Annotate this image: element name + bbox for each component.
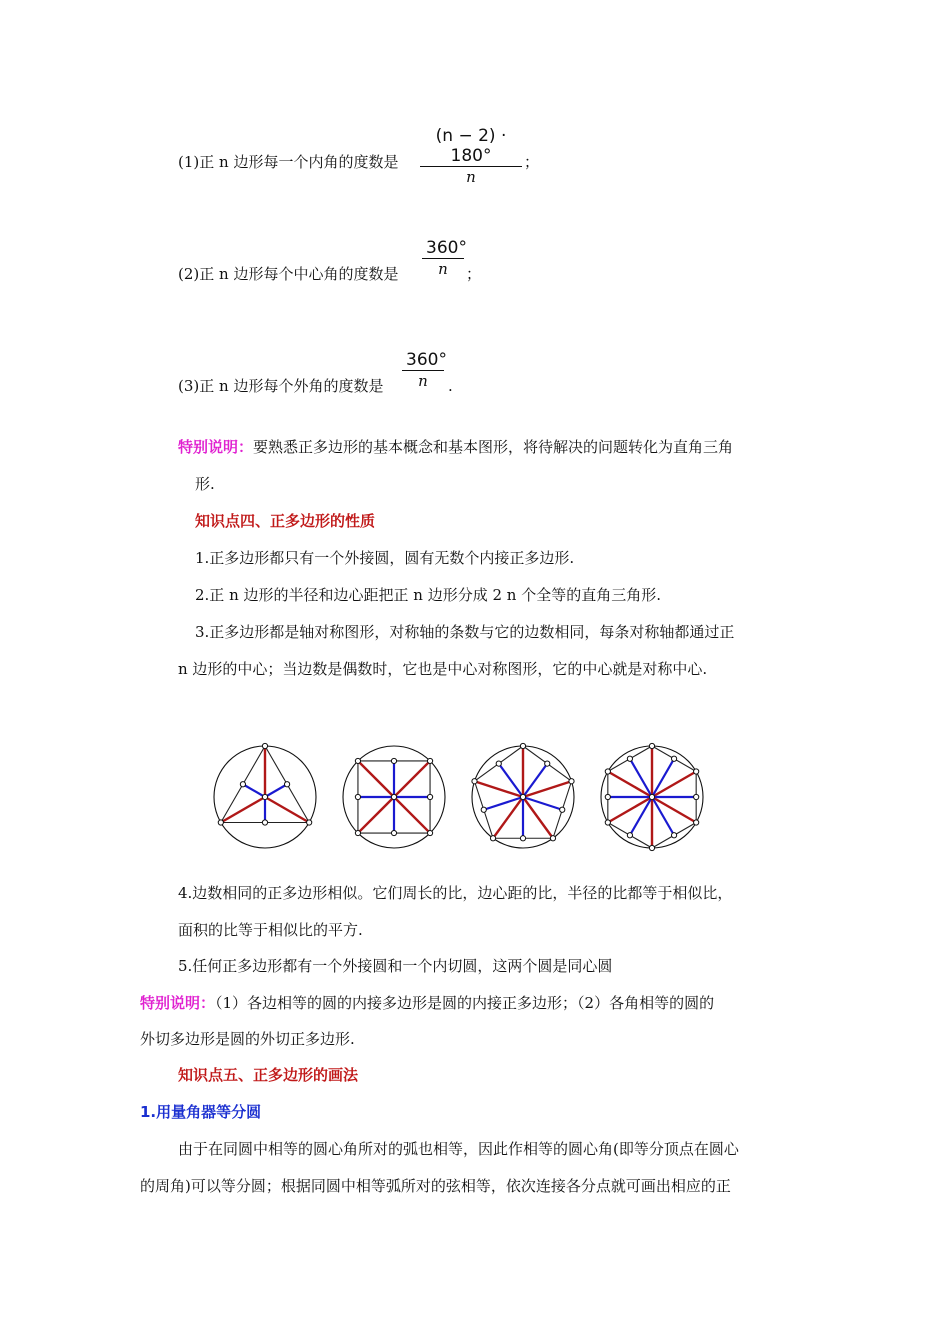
center-point bbox=[649, 794, 654, 799]
point bbox=[627, 756, 632, 761]
section-4-item-3: 3.正多边形都是轴对称图形，对称轴的条数与它的边数相同，每条对称轴都通过正 bbox=[195, 623, 735, 641]
formula-3-numerator: 360° bbox=[406, 350, 447, 370]
formula-1-fraction bbox=[420, 126, 522, 187]
note-1-continued: 形. bbox=[195, 475, 215, 493]
section-5-paragraph-continued: 的周角)可以等分圆；根据同圆中相等弧所对的弦相等，依次连接各分点就可画出相应的正 bbox=[140, 1177, 731, 1195]
point bbox=[671, 833, 676, 838]
section-5-title: 知识点五、正多边形的画法 bbox=[178, 1066, 359, 1084]
formula-1-text: (1)正 n 边形每一个内角的度数是 bbox=[178, 153, 399, 171]
point bbox=[649, 743, 654, 748]
radius-line bbox=[358, 761, 394, 797]
section-4-title: 知识点四、正多边形的性质 bbox=[195, 512, 376, 530]
center-point bbox=[391, 794, 396, 799]
radius-line bbox=[221, 797, 265, 823]
formula-2-end: ； bbox=[466, 265, 482, 283]
point bbox=[262, 743, 267, 748]
point bbox=[694, 794, 699, 799]
section-4-item-2: 2.正 n 边形的半径和边心距把正 n 边形分成 2 n 个全等的直角三角形. bbox=[195, 586, 661, 604]
point bbox=[545, 761, 550, 766]
formula-1-numerator: (n − 2) · 180° bbox=[435, 126, 507, 166]
point bbox=[391, 758, 396, 763]
section-4-item-1: 1.正多边形都只有一个外接圆，圆有无数个内接正多边形. bbox=[195, 549, 575, 567]
point bbox=[355, 830, 360, 835]
point bbox=[649, 845, 654, 850]
radius-line bbox=[358, 797, 394, 833]
point bbox=[481, 807, 486, 812]
radius-line bbox=[474, 781, 523, 797]
center-point bbox=[262, 794, 267, 799]
point bbox=[694, 820, 699, 825]
point bbox=[694, 769, 699, 774]
point bbox=[569, 779, 574, 784]
note-2-continued: 外切多边形是圆的外切正多边形. bbox=[140, 1030, 355, 1048]
radius-line bbox=[493, 797, 523, 838]
point bbox=[560, 807, 565, 812]
point bbox=[307, 820, 312, 825]
point bbox=[427, 758, 432, 763]
point bbox=[605, 769, 610, 774]
point bbox=[605, 794, 610, 799]
triangle-figure bbox=[214, 743, 316, 848]
formula-1-end: ； bbox=[524, 153, 540, 171]
regular-polygons-figure bbox=[200, 735, 740, 860]
radius-line bbox=[523, 781, 572, 797]
point bbox=[262, 820, 267, 825]
radius-line bbox=[265, 797, 309, 823]
point bbox=[355, 794, 360, 799]
section-4-item-3-continued: n 边形的中心；当边数是偶数时，它也是中心对称图形，它的中心就是对称中心. bbox=[178, 660, 708, 678]
radius-line bbox=[523, 797, 553, 838]
section-5-paragraph: 由于在同圆中相等的圆心角所对的弧也相等，因此作相等的圆心角(即等分顶点在圆心 bbox=[178, 1140, 739, 1158]
point bbox=[240, 782, 245, 787]
formula-3-fraction bbox=[402, 350, 447, 391]
point bbox=[671, 756, 676, 761]
point bbox=[355, 758, 360, 763]
formula-2-denominator: n bbox=[438, 260, 448, 278]
point bbox=[391, 830, 396, 835]
note-1-text: 要熟悉正多边形的基本概念和基本图形，将待解决的问题转化为直角三角 bbox=[253, 438, 734, 456]
formula-1-denominator: n bbox=[466, 168, 476, 186]
point bbox=[218, 820, 223, 825]
formula-3-end: . bbox=[448, 377, 453, 395]
point bbox=[550, 836, 555, 841]
apothem-line bbox=[243, 784, 265, 797]
point bbox=[284, 782, 289, 787]
note-2-label: 特别说明： bbox=[140, 994, 216, 1012]
note-2 bbox=[140, 993, 714, 1013]
point bbox=[427, 794, 432, 799]
point bbox=[490, 836, 495, 841]
point bbox=[496, 761, 501, 766]
square-figure bbox=[343, 746, 445, 848]
point bbox=[520, 743, 525, 748]
note-1 bbox=[178, 437, 733, 457]
radius-line bbox=[394, 797, 430, 833]
formula-2-fraction bbox=[422, 238, 467, 279]
hexagon-figure bbox=[601, 743, 703, 850]
pentagon-figure bbox=[472, 743, 574, 848]
section-5-subtitle: 1.用量角器等分圆 bbox=[140, 1103, 262, 1121]
formula-3-text: (3)正 n 边形每个外角的度数是 bbox=[178, 377, 384, 395]
note-2-text: （1）各边相等的圆的内接多边形是圆的内接正多边形；（2）各角相等的圆的 bbox=[215, 994, 715, 1012]
apothem-line bbox=[265, 784, 287, 797]
point bbox=[605, 820, 610, 825]
section-4-item-4-continued: 面积的比等于相似比的平方. bbox=[178, 921, 363, 939]
note-1-label: 特别说明： bbox=[178, 438, 254, 456]
point bbox=[627, 833, 632, 838]
section-4-item-4: 4.边数相同的正多边形相似。它们周长的比，边心距的比，半径的比都等于相似比， bbox=[178, 884, 733, 902]
point bbox=[520, 836, 525, 841]
formula-2-numerator: 360° bbox=[426, 238, 467, 258]
formula-2-text: (2)正 n 边形每个中心角的度数是 bbox=[178, 265, 399, 283]
formula-3-denominator: n bbox=[418, 372, 428, 390]
center-point bbox=[520, 794, 525, 799]
point bbox=[427, 830, 432, 835]
point bbox=[472, 779, 477, 784]
section-4-item-5: 5.任何正多边形都有一个外接圆和一个内切圆，这两个圆是同心圆 bbox=[178, 957, 613, 975]
radius-line bbox=[394, 761, 430, 797]
